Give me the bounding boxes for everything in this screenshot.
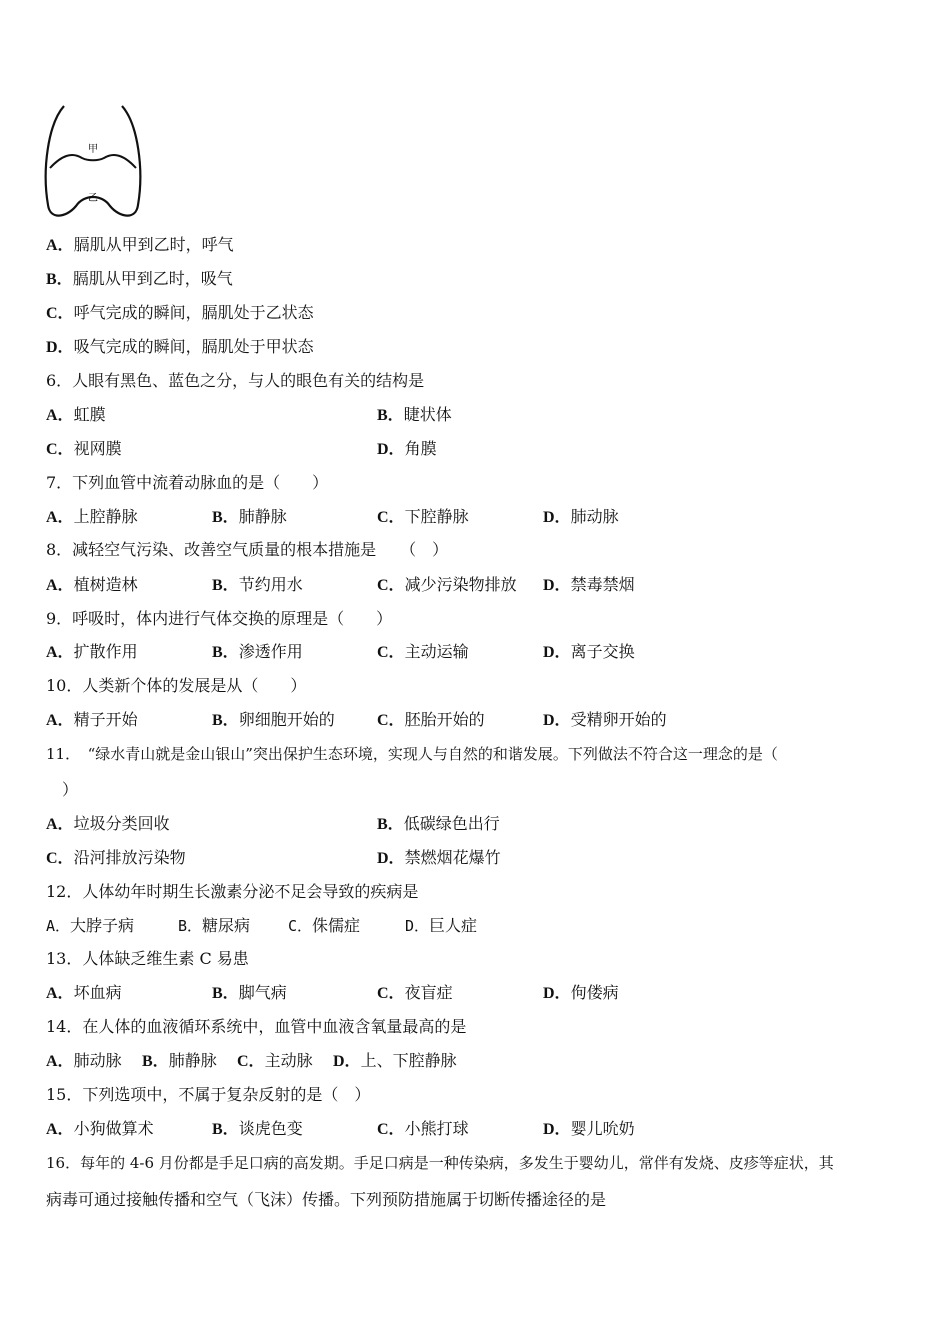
q16-stem-line2: 病毒可通过接触传播和空气（飞沫）传播。下列预防措施属于切断传播途径的是: [46, 1190, 607, 1209]
q9-option-d: D．离子交换: [543, 642, 635, 661]
q13-option-c: C．夜盲症: [377, 983, 453, 1002]
q13-option-d: D．佝偻病: [543, 983, 619, 1002]
q10-option-b: B．卵细胞开始的: [212, 710, 335, 729]
q14-option-b: B．肺静脉: [142, 1051, 217, 1070]
label-jia: 甲: [88, 144, 98, 155]
q11-option-d: D．禁燃烟花爆竹: [377, 848, 501, 867]
q15-option-d: D．婴儿吮奶: [543, 1119, 635, 1138]
q5-option-d: D．吸气完成的瞬间，膈肌处于甲状态: [46, 337, 314, 356]
q5-option-b: B．膈肌从甲到乙时，吸气: [46, 269, 233, 288]
q12-option-b: B．糖尿病: [178, 916, 251, 935]
q14-option-d: D．上、下腔静脉: [333, 1051, 457, 1070]
q11-stem: 11． “绿水青山就是金山银山”突出保护生态环境，实现人与自然的和谐发展。下列做法不符合这一理念的是（: [46, 745, 778, 763]
q12-option-d: D．巨人症: [405, 916, 478, 935]
q7-stem: 7．下列血管中流着动脉血的是（ ）: [46, 473, 329, 492]
q6-stem: 6．人眼有黑色、蓝色之分，与人的眼色有关的结构是: [46, 371, 425, 390]
q6-option-a: A．虹膜: [46, 405, 106, 424]
q7-option-a: A．上腔静脉: [46, 507, 138, 526]
q11-option-a: A．垃圾分类回收: [46, 814, 170, 833]
q12-stem: 12．人体幼年时期生长激素分泌不足会导致的疾病是: [46, 882, 419, 901]
q14-option-c: C．主动脉: [237, 1051, 313, 1070]
q7-option-b: B．肺静脉: [212, 507, 287, 526]
diaphragm-diagram: [40, 100, 146, 222]
q8-option-a: A．植树造林: [46, 575, 138, 594]
q12-option-a: A．大脖子病: [46, 916, 135, 935]
q10-option-c: C．胚胎开始的: [377, 710, 485, 729]
q14-option-a: A．肺动脉: [46, 1051, 122, 1070]
q10-option-d: D．受精卵开始的: [543, 710, 667, 729]
q12-option-c: C．侏儒症: [288, 916, 361, 935]
q13-option-a: A．坏血病: [46, 983, 122, 1002]
q15-option-a: A．小狗做算术: [46, 1119, 154, 1138]
q10-option-a: A．精子开始: [46, 710, 138, 729]
q13-option-b: B．脚气病: [212, 983, 287, 1002]
q6-option-d: D．角膜: [377, 439, 437, 458]
q8-option-d: D．禁毒禁烟: [543, 575, 635, 594]
q16-stem-line1: 16．每年的 4-6 月份都是手足口病的高发期。手足口病是一种传染病，多发生于婴幼儿，常伴有发烧、皮疹等症状，其: [46, 1154, 834, 1172]
q11-option-b: B．低碳绿色出行: [377, 814, 500, 833]
q8-option-b: B．节约用水: [212, 575, 303, 594]
q5-option-c: C．呼气完成的瞬间，膈肌处于乙状态: [46, 303, 314, 322]
q11-stem-cont: ）: [62, 780, 79, 799]
q15-option-c: C．小熊打球: [377, 1119, 469, 1138]
q9-option-b: B．渗透作用: [212, 642, 303, 661]
q15-stem: 15．下列选项中，不属于复杂反射的是（ ）: [46, 1085, 371, 1104]
q7-option-c: C．下腔静脉: [377, 507, 469, 526]
q9-option-c: C．主动运输: [377, 642, 469, 661]
q5-option-a: A．膈肌从甲到乙时，呼气: [46, 235, 234, 254]
q6-option-b: B．睫状体: [377, 405, 452, 424]
q8-option-c: C．减少污染物排放: [377, 575, 517, 594]
q8-stem: 8．减轻空气污染、改善空气质量的根本措施是 （ ）: [46, 540, 449, 559]
q9-stem: 9．呼吸时，体内进行气体交换的原理是（ ）: [46, 609, 393, 628]
q13-stem: 13．人体缺乏维生素 C 易患: [46, 949, 249, 968]
q7-option-d: D．肺动脉: [543, 507, 619, 526]
q6-option-c: C．视网膜: [46, 439, 122, 458]
q10-stem: 10．人类新个体的发展是从（ ）: [46, 676, 307, 695]
q15-option-b: B．谈虎色变: [212, 1119, 303, 1138]
label-yi: 乙: [88, 193, 98, 204]
q9-option-a: A．扩散作用: [46, 642, 138, 661]
q14-stem: 14．在人体的血液循环系统中，血管中血液含氧量最高的是: [46, 1017, 467, 1036]
q11-option-c: C．沿河排放污染物: [46, 848, 186, 867]
